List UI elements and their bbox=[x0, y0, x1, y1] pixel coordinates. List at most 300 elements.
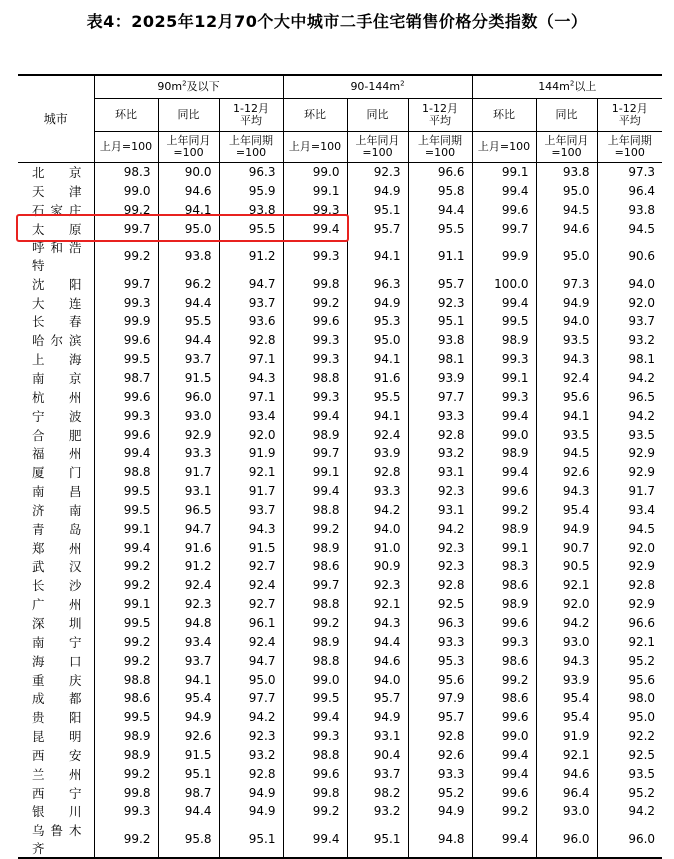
index-value-cell: 93.1 bbox=[408, 501, 472, 520]
index-value-cell: 99.6 bbox=[472, 708, 536, 727]
index-value-cell: 94.0 bbox=[347, 670, 408, 689]
index-value-cell: 93.0 bbox=[536, 632, 597, 651]
index-value-cell: 95.1 bbox=[347, 201, 408, 220]
ytd-base-label: 上年同期 =100 bbox=[219, 132, 283, 163]
table-row bbox=[18, 482, 662, 501]
index-value-cell: 99.5 bbox=[283, 689, 347, 708]
index-value-cell: 94.2 bbox=[597, 369, 662, 388]
index-value-cell: 92.4 bbox=[219, 576, 283, 595]
index-value-cell: 99.6 bbox=[283, 312, 347, 331]
index-value-cell: 93.7 bbox=[219, 293, 283, 312]
table-row bbox=[18, 293, 662, 312]
index-value-cell: 98.1 bbox=[408, 350, 472, 369]
index-value-cell: 99.3 bbox=[283, 350, 347, 369]
city-name-cell: 西安 bbox=[32, 747, 82, 763]
index-value-cell: 99.4 bbox=[283, 220, 347, 239]
index-value-cell: 99.2 bbox=[94, 557, 158, 576]
index-value-cell: 95.2 bbox=[597, 651, 662, 670]
city-name-cell: 西宁 bbox=[32, 785, 82, 801]
index-value-cell: 95.3 bbox=[408, 651, 472, 670]
table-row bbox=[18, 425, 662, 444]
index-value-cell: 95.7 bbox=[408, 708, 472, 727]
index-value-cell: 93.1 bbox=[158, 482, 219, 501]
index-value-cell: 99.8 bbox=[94, 783, 158, 802]
index-value-cell: 94.8 bbox=[158, 614, 219, 633]
index-value-cell: 99.3 bbox=[283, 238, 347, 274]
city-name-cell: 福州 bbox=[32, 446, 82, 462]
index-value-cell: 97.9 bbox=[408, 689, 472, 708]
index-value-cell: 94.9 bbox=[536, 519, 597, 538]
index-value-cell: 95.0 bbox=[597, 708, 662, 727]
index-value-cell: 95.5 bbox=[219, 220, 283, 239]
index-value-cell: 91.7 bbox=[597, 482, 662, 501]
index-value-cell: 99.4 bbox=[472, 406, 536, 425]
index-value-cell: 99.5 bbox=[94, 350, 158, 369]
price-index-table bbox=[18, 74, 662, 859]
index-value-cell: 94.4 bbox=[158, 802, 219, 821]
index-value-cell: 92.0 bbox=[597, 538, 662, 557]
index-value-cell: 99.6 bbox=[472, 482, 536, 501]
index-value-cell: 98.8 bbox=[283, 501, 347, 520]
city-name-cell: 呼和浩特 bbox=[32, 240, 82, 274]
index-value-cell: 94.4 bbox=[158, 293, 219, 312]
table-header bbox=[18, 75, 662, 163]
table-row bbox=[18, 764, 662, 783]
index-value-cell: 99.5 bbox=[94, 614, 158, 633]
index-value-cell: 98.8 bbox=[283, 595, 347, 614]
index-value-cell: 99.2 bbox=[94, 576, 158, 595]
index-value-cell: 91.2 bbox=[158, 557, 219, 576]
index-value-cell: 99.2 bbox=[94, 238, 158, 274]
index-value-cell: 98.2 bbox=[347, 783, 408, 802]
index-value-cell: 94.6 bbox=[536, 220, 597, 239]
index-value-cell: 92.1 bbox=[347, 595, 408, 614]
index-value-cell: 92.6 bbox=[536, 463, 597, 482]
index-value-cell: 93.8 bbox=[158, 238, 219, 274]
index-value-cell: 95.0 bbox=[158, 220, 219, 239]
index-value-cell: 92.9 bbox=[158, 425, 219, 444]
index-value-cell: 98.9 bbox=[472, 595, 536, 614]
index-value-cell: 99.4 bbox=[472, 745, 536, 764]
index-value-cell: 93.1 bbox=[347, 727, 408, 746]
index-value-cell: 99.1 bbox=[283, 182, 347, 201]
index-value-cell: 96.4 bbox=[597, 182, 662, 201]
index-value-cell: 93.7 bbox=[219, 501, 283, 520]
index-value-cell: 95.7 bbox=[408, 274, 472, 293]
index-value-cell: 92.8 bbox=[219, 764, 283, 783]
index-value-cell: 92.0 bbox=[219, 425, 283, 444]
index-value-cell: 99.9 bbox=[94, 312, 158, 331]
index-value-cell: 94.6 bbox=[158, 182, 219, 201]
index-value-cell: 92.4 bbox=[219, 632, 283, 651]
index-value-cell: 96.3 bbox=[219, 163, 283, 182]
index-value-cell: 96.6 bbox=[597, 614, 662, 633]
index-value-cell: 95.2 bbox=[408, 783, 472, 802]
index-value-cell: 92.8 bbox=[408, 425, 472, 444]
index-value-cell: 92.1 bbox=[536, 745, 597, 764]
index-value-cell: 95.0 bbox=[536, 238, 597, 274]
index-value-cell: 94.3 bbox=[536, 350, 597, 369]
table-row bbox=[18, 670, 662, 689]
index-value-cell: 97.3 bbox=[536, 274, 597, 293]
city-name-cell: 太原 bbox=[32, 221, 82, 237]
index-value-cell: 93.7 bbox=[597, 312, 662, 331]
index-value-cell: 99.3 bbox=[283, 331, 347, 350]
yoy-base-label: 上年同月 =100 bbox=[347, 132, 408, 163]
index-value-cell: 91.6 bbox=[347, 369, 408, 388]
index-value-cell: 95.4 bbox=[536, 708, 597, 727]
index-value-cell: 95.4 bbox=[536, 689, 597, 708]
index-value-cell: 99.1 bbox=[283, 463, 347, 482]
mom-base-label: 上月=100 bbox=[472, 132, 536, 163]
index-value-cell: 92.9 bbox=[597, 557, 662, 576]
page-title: 表4：2025年12月70个大中城市二手住宅销售价格分类指数（一） bbox=[86, 12, 588, 31]
city-name-cell: 银川 bbox=[32, 804, 82, 820]
index-value-cell: 94.2 bbox=[597, 406, 662, 425]
index-value-cell: 94.7 bbox=[219, 651, 283, 670]
index-value-cell: 98.8 bbox=[94, 670, 158, 689]
index-value-cell: 99.4 bbox=[283, 821, 347, 858]
index-value-cell: 97.7 bbox=[219, 689, 283, 708]
yoy-header: 同比 bbox=[158, 99, 219, 132]
index-value-cell: 95.4 bbox=[536, 501, 597, 520]
table-row bbox=[18, 538, 662, 557]
index-value-cell: 99.1 bbox=[94, 595, 158, 614]
index-value-cell: 94.1 bbox=[158, 201, 219, 220]
index-value-cell: 92.4 bbox=[347, 425, 408, 444]
index-value-cell: 98.9 bbox=[94, 727, 158, 746]
index-value-cell: 95.1 bbox=[347, 821, 408, 858]
index-value-cell: 99.2 bbox=[283, 293, 347, 312]
highlight-box bbox=[16, 214, 349, 242]
index-value-cell: 99.5 bbox=[94, 708, 158, 727]
index-value-cell: 96.0 bbox=[158, 387, 219, 406]
ytd-header: 1-12月 平均 bbox=[408, 99, 472, 132]
index-value-cell: 92.9 bbox=[597, 463, 662, 482]
index-value-cell: 97.1 bbox=[219, 350, 283, 369]
index-value-cell: 91.5 bbox=[158, 745, 219, 764]
index-value-cell: 99.6 bbox=[94, 387, 158, 406]
index-value-cell: 99.5 bbox=[472, 312, 536, 331]
city-name-cell: 乌鲁木齐 bbox=[18, 821, 94, 858]
city-name-cell: 南宁 bbox=[32, 634, 82, 650]
index-value-cell: 92.3 bbox=[408, 557, 472, 576]
index-value-cell: 96.4 bbox=[536, 783, 597, 802]
city-name-cell: 哈尔滨 bbox=[32, 333, 82, 349]
city-name-cell: 沈阳 bbox=[32, 276, 82, 292]
index-value-cell: 91.9 bbox=[219, 444, 283, 463]
index-value-cell: 90.0 bbox=[158, 163, 219, 182]
index-value-cell: 93.5 bbox=[597, 764, 662, 783]
index-value-cell: 98.6 bbox=[283, 557, 347, 576]
table-row bbox=[18, 783, 662, 802]
index-value-cell: 95.1 bbox=[219, 821, 283, 858]
index-value-cell: 99.3 bbox=[472, 387, 536, 406]
index-value-cell: 94.0 bbox=[536, 312, 597, 331]
index-value-cell: 99.0 bbox=[283, 670, 347, 689]
index-value-cell: 94.9 bbox=[158, 708, 219, 727]
index-value-cell: 98.9 bbox=[94, 745, 158, 764]
city-column-header: 城市 bbox=[18, 75, 94, 163]
index-value-cell: 91.5 bbox=[158, 369, 219, 388]
index-value-cell: 92.1 bbox=[219, 463, 283, 482]
index-value-cell: 99.2 bbox=[94, 632, 158, 651]
city-name-cell: 长春 bbox=[32, 314, 82, 330]
index-value-cell: 94.9 bbox=[536, 293, 597, 312]
index-value-cell: 99.0 bbox=[283, 163, 347, 182]
index-value-cell: 95.7 bbox=[347, 220, 408, 239]
index-value-cell: 93.0 bbox=[158, 406, 219, 425]
city-name-cell: 上海 bbox=[32, 352, 82, 368]
index-value-cell: 99.3 bbox=[283, 201, 347, 220]
index-value-cell: 90.6 bbox=[597, 238, 662, 274]
index-value-cell: 99.6 bbox=[94, 425, 158, 444]
index-value-cell: 98.6 bbox=[472, 689, 536, 708]
index-value-cell: 92.3 bbox=[158, 595, 219, 614]
index-value-cell: 96.2 bbox=[158, 274, 219, 293]
table-body bbox=[18, 163, 662, 858]
index-value-cell: 99.2 bbox=[94, 764, 158, 783]
city-name-cell: 济南 bbox=[32, 502, 82, 518]
index-value-cell: 99.1 bbox=[472, 369, 536, 388]
index-value-cell: 99.6 bbox=[472, 614, 536, 633]
index-value-cell: 94.4 bbox=[158, 331, 219, 350]
table-row bbox=[18, 463, 662, 482]
index-value-cell: 95.8 bbox=[158, 821, 219, 858]
index-value-cell: 94.2 bbox=[219, 708, 283, 727]
index-value-cell: 99.4 bbox=[94, 538, 158, 557]
index-value-cell: 99.4 bbox=[472, 764, 536, 783]
index-value-cell: 98.6 bbox=[472, 651, 536, 670]
index-value-cell: 93.0 bbox=[536, 802, 597, 821]
index-value-cell: 94.3 bbox=[219, 519, 283, 538]
index-value-cell: 92.6 bbox=[158, 727, 219, 746]
index-value-cell: 92.8 bbox=[597, 576, 662, 595]
mom-base-label: 上月=100 bbox=[94, 132, 158, 163]
index-value-cell: 94.6 bbox=[536, 764, 597, 783]
index-value-cell: 94.2 bbox=[347, 501, 408, 520]
index-value-cell: 99.7 bbox=[283, 576, 347, 595]
index-value-cell: 92.2 bbox=[597, 727, 662, 746]
index-value-cell: 99.7 bbox=[94, 274, 158, 293]
index-value-cell: 99.3 bbox=[472, 632, 536, 651]
index-value-cell: 95.0 bbox=[219, 670, 283, 689]
index-value-cell: 100.0 bbox=[472, 274, 536, 293]
index-value-cell: 95.5 bbox=[347, 387, 408, 406]
index-value-cell: 94.0 bbox=[597, 274, 662, 293]
index-value-cell: 99.2 bbox=[283, 802, 347, 821]
group-header-small: $90m^2$及以下 bbox=[94, 75, 283, 99]
mom-header: 环比 bbox=[472, 99, 536, 132]
index-value-cell: 94.9 bbox=[347, 708, 408, 727]
index-value-cell: 99.3 bbox=[94, 802, 158, 821]
index-value-cell: 93.2 bbox=[347, 802, 408, 821]
city-name-cell: 郑州 bbox=[32, 540, 82, 556]
city-name-cell: 贵阳 bbox=[32, 710, 82, 726]
table-row bbox=[18, 557, 662, 576]
index-value-cell: 99.1 bbox=[94, 519, 158, 538]
index-value-cell: 94.1 bbox=[536, 406, 597, 425]
city-name-cell: 成都 bbox=[32, 691, 82, 707]
city-name-cell: 深圳 bbox=[32, 615, 82, 631]
index-value-cell: 95.5 bbox=[158, 312, 219, 331]
city-name-cell: 广州 bbox=[32, 597, 82, 613]
index-value-cell: 93.8 bbox=[536, 163, 597, 182]
index-value-cell: 95.8 bbox=[408, 182, 472, 201]
table-row bbox=[18, 350, 662, 369]
index-value-cell: 98.8 bbox=[94, 463, 158, 482]
index-value-cell: 93.3 bbox=[158, 444, 219, 463]
index-value-cell: 99.4 bbox=[283, 708, 347, 727]
index-value-cell: 94.1 bbox=[158, 670, 219, 689]
city-name-cell: 合肥 bbox=[32, 427, 82, 443]
table-row bbox=[18, 331, 662, 350]
index-value-cell: 91.7 bbox=[219, 482, 283, 501]
index-value-cell: 93.2 bbox=[408, 444, 472, 463]
city-name-cell: 海口 bbox=[32, 653, 82, 669]
index-value-cell: 95.6 bbox=[536, 387, 597, 406]
index-value-cell: 93.3 bbox=[347, 482, 408, 501]
index-value-cell: 96.6 bbox=[408, 163, 472, 182]
index-value-cell: 92.9 bbox=[597, 444, 662, 463]
index-value-cell: 94.1 bbox=[347, 350, 408, 369]
index-value-cell: 92.8 bbox=[219, 331, 283, 350]
table-row bbox=[18, 501, 662, 520]
index-value-cell: 99.2 bbox=[94, 821, 158, 858]
index-value-cell: 99.4 bbox=[94, 444, 158, 463]
yoy-header: 同比 bbox=[347, 99, 408, 132]
index-value-cell: 95.4 bbox=[158, 689, 219, 708]
index-value-cell: 94.3 bbox=[536, 651, 597, 670]
index-value-cell: 90.4 bbox=[347, 745, 408, 764]
index-value-cell: 91.0 bbox=[347, 538, 408, 557]
index-value-cell: 99.8 bbox=[283, 783, 347, 802]
index-value-cell: 97.7 bbox=[408, 387, 472, 406]
ytd-base-label: 上年同期 =100 bbox=[408, 132, 472, 163]
index-value-cell: 95.0 bbox=[536, 182, 597, 201]
city-name-cell: 南昌 bbox=[32, 484, 82, 500]
index-value-cell: 94.3 bbox=[536, 482, 597, 501]
index-value-cell: 91.6 bbox=[158, 538, 219, 557]
group-header-medium: $90-144m^2$ bbox=[283, 75, 472, 99]
index-value-cell: 93.9 bbox=[347, 444, 408, 463]
index-value-cell: 92.6 bbox=[408, 745, 472, 764]
index-value-cell: 95.9 bbox=[219, 182, 283, 201]
index-value-cell: 95.5 bbox=[408, 220, 472, 239]
yoy-header: 同比 bbox=[536, 99, 597, 132]
index-value-cell: 95.2 bbox=[597, 783, 662, 802]
index-value-cell: 98.8 bbox=[283, 369, 347, 388]
index-value-cell: 92.9 bbox=[597, 595, 662, 614]
table-row bbox=[18, 238, 662, 274]
index-value-cell: 98.9 bbox=[283, 425, 347, 444]
index-value-cell: 93.1 bbox=[408, 463, 472, 482]
table-row bbox=[18, 406, 662, 425]
index-value-cell: 95.1 bbox=[158, 764, 219, 783]
index-value-cell: 98.7 bbox=[94, 369, 158, 388]
index-value-cell: 92.7 bbox=[219, 557, 283, 576]
city-name-cell: 重庆 bbox=[32, 672, 82, 688]
index-value-cell: 92.1 bbox=[597, 632, 662, 651]
index-value-cell: 99.5 bbox=[94, 501, 158, 520]
index-value-cell: 98.3 bbox=[472, 557, 536, 576]
index-value-cell: 92.8 bbox=[408, 576, 472, 595]
index-value-cell: 98.1 bbox=[597, 350, 662, 369]
index-value-cell: 91.1 bbox=[408, 238, 472, 274]
index-value-cell: 99.2 bbox=[472, 501, 536, 520]
table-row bbox=[18, 708, 662, 727]
index-value-cell: 99.5 bbox=[94, 482, 158, 501]
group-header-large: $144m^2$以上 bbox=[472, 75, 662, 99]
index-value-cell: 96.3 bbox=[408, 614, 472, 633]
index-value-cell: 98.7 bbox=[158, 783, 219, 802]
index-value-cell: 94.9 bbox=[347, 182, 408, 201]
index-value-cell: 93.5 bbox=[536, 425, 597, 444]
index-value-cell: 99.4 bbox=[283, 482, 347, 501]
index-value-cell: 96.5 bbox=[597, 387, 662, 406]
index-value-cell: 92.3 bbox=[408, 482, 472, 501]
index-value-cell: 99.1 bbox=[472, 538, 536, 557]
index-value-cell: 93.2 bbox=[219, 745, 283, 764]
index-value-cell: 94.9 bbox=[408, 802, 472, 821]
city-name-cell: 昆明 bbox=[32, 729, 82, 745]
city-name-cell: 厦门 bbox=[32, 465, 82, 481]
index-value-cell: 99.3 bbox=[94, 406, 158, 425]
index-value-cell: 94.6 bbox=[347, 651, 408, 670]
index-value-cell: 99.3 bbox=[472, 350, 536, 369]
index-value-cell: 94.4 bbox=[347, 632, 408, 651]
index-value-cell: 99.4 bbox=[472, 182, 536, 201]
index-value-cell: 91.5 bbox=[219, 538, 283, 557]
index-value-cell: 97.3 bbox=[597, 163, 662, 182]
index-value-cell: 93.3 bbox=[408, 406, 472, 425]
table-row bbox=[18, 519, 662, 538]
index-value-cell: 94.2 bbox=[597, 802, 662, 821]
yoy-base-label: 上年同月 =100 bbox=[536, 132, 597, 163]
table-row bbox=[18, 745, 662, 764]
index-value-cell: 93.2 bbox=[597, 331, 662, 350]
index-value-cell: 93.4 bbox=[158, 632, 219, 651]
index-value-cell: 94.9 bbox=[219, 802, 283, 821]
city-name-cell: 杭州 bbox=[32, 389, 82, 405]
index-value-cell: 98.6 bbox=[472, 576, 536, 595]
city-name-cell: 兰州 bbox=[32, 766, 82, 782]
index-value-cell: 92.3 bbox=[347, 163, 408, 182]
ytd-base-label: 上年同期 =100 bbox=[597, 132, 662, 163]
table-row bbox=[18, 614, 662, 633]
index-value-cell: 94.5 bbox=[536, 444, 597, 463]
table-row bbox=[18, 802, 662, 821]
city-name-cell: 长沙 bbox=[32, 578, 82, 594]
table-row bbox=[18, 576, 662, 595]
index-value-cell: 98.8 bbox=[283, 745, 347, 764]
index-value-cell: 95.1 bbox=[408, 312, 472, 331]
mom-header: 环比 bbox=[94, 99, 158, 132]
index-value-cell: 94.1 bbox=[347, 238, 408, 274]
index-value-cell: 93.5 bbox=[597, 425, 662, 444]
index-value-cell: 99.6 bbox=[94, 331, 158, 350]
table-row bbox=[18, 821, 662, 858]
index-value-cell: 95.0 bbox=[347, 331, 408, 350]
index-value-cell: 94.8 bbox=[408, 821, 472, 858]
index-value-cell: 99.7 bbox=[94, 220, 158, 239]
city-name-cell: 北京 bbox=[32, 165, 82, 181]
index-value-cell: 90.5 bbox=[536, 557, 597, 576]
table-row bbox=[18, 632, 662, 651]
index-value-cell: 99.2 bbox=[94, 651, 158, 670]
index-value-cell: 93.3 bbox=[408, 764, 472, 783]
index-value-cell: 99.2 bbox=[94, 201, 158, 220]
